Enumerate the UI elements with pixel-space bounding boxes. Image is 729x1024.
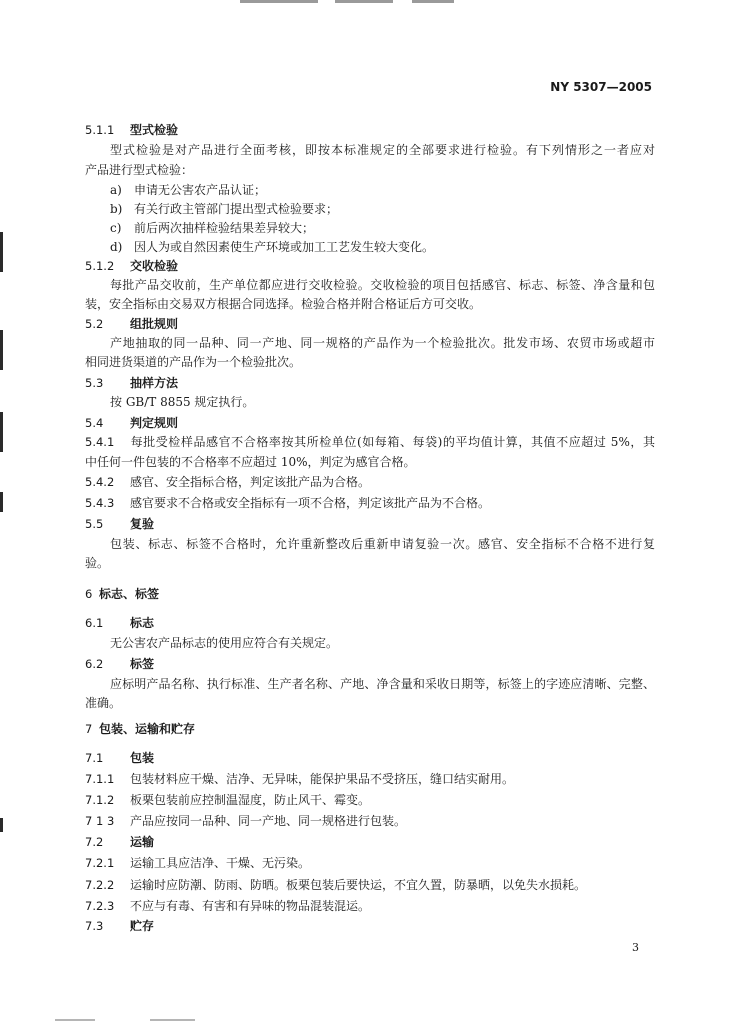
heading-5-2 bbox=[85, 315, 178, 333]
clause-number: 7.2.3 bbox=[85, 899, 115, 913]
chapter-6-heading bbox=[85, 585, 159, 603]
paragraph-line: 每批产品交收前，生产单位都应进行交收检验。交收检验的项目包括感官、标志、标签、净含量和包 bbox=[110, 278, 655, 292]
clause-number: 7.1 bbox=[85, 751, 104, 765]
clause-7-2-2 bbox=[85, 876, 586, 894]
chapter-title: 包装、运输和贮存 bbox=[99, 722, 196, 736]
heading-title: 贮存 bbox=[130, 919, 155, 933]
clause-5-4-3 bbox=[85, 494, 490, 512]
list-text: 申请无公害农产品认证； bbox=[134, 183, 267, 197]
clause-7-2-3 bbox=[85, 897, 370, 915]
paragraph-line: 应标明产品名称、执行标准、生产者名称、产地、净含量和采收日期等，标签上的字迹应清晰、完整、 bbox=[110, 677, 655, 691]
list-item bbox=[110, 181, 266, 199]
paragraph-line: 验。 bbox=[85, 556, 110, 570]
heading-title: 型式检验 bbox=[130, 123, 179, 137]
heading-6-2 bbox=[85, 655, 154, 673]
clause-number: 5.2 bbox=[85, 317, 104, 331]
scan-artifact bbox=[150, 1019, 195, 1021]
clause-text: 运输时应防潮、防雨、防晒。板栗包装后要快运，不宜久置，防暴晒，以免失水损耗。 bbox=[130, 878, 587, 892]
list-marker: c) bbox=[110, 221, 122, 235]
heading-6-1 bbox=[85, 614, 154, 632]
clause-7-1-2 bbox=[85, 791, 370, 809]
clause-number: 7.2.1 bbox=[85, 856, 115, 870]
paragraph-line: 按 GB/T 8855 规定执行。 bbox=[110, 395, 255, 409]
clause-text: 包装材料应干燥、洁净、无异味，能保护果品不受挤压，缝口结实耐用。 bbox=[130, 772, 515, 786]
paragraph-line: 准确。 bbox=[85, 696, 122, 710]
chapter-number: 7 bbox=[85, 722, 93, 736]
list-text: 有关行政主管部门提出型式检验要求； bbox=[134, 202, 339, 216]
heading-7-1 bbox=[85, 749, 154, 767]
paragraph-line: 相同进货渠道的产品作为一个检验批次。 bbox=[85, 355, 302, 369]
clause-text: 板栗包装前应控制温湿度，防止风干、霉变。 bbox=[130, 793, 371, 807]
heading-title: 判定规则 bbox=[130, 416, 179, 430]
heading-5-4 bbox=[85, 414, 178, 432]
clause-text: 感官、安全指标合格，判定该批产品为合格。 bbox=[130, 475, 371, 489]
clause-number: 5.1.2 bbox=[85, 259, 115, 273]
clause-number: 7.2.2 bbox=[85, 878, 115, 892]
standard-code: NY 5307—2005 bbox=[550, 80, 652, 94]
paragraph-line: 装，安全指标由交易双方根据合同选择。检验合格并附合格证后方可交收。 bbox=[85, 297, 482, 311]
heading-title: 标志 bbox=[130, 616, 155, 630]
heading-title: 包装 bbox=[130, 751, 155, 765]
scan-artifact bbox=[412, 0, 454, 3]
paragraph-line: 产品进行型式检验： bbox=[85, 163, 194, 177]
clause-number: 7.3 bbox=[85, 919, 104, 933]
paragraph-line: 中任何一件包装的不合格率不应超过 10%，判定为感官合格。 bbox=[85, 455, 416, 469]
heading-title: 交收检验 bbox=[130, 259, 179, 273]
clause-number: 6.1 bbox=[85, 616, 104, 630]
list-marker: d) bbox=[110, 240, 123, 254]
clause-text: 每批受检样品感官不合格率按其所检单位(如每箱、每袋)的平均值计算，其值不应超过 5%，其 bbox=[130, 435, 655, 449]
list-marker: b) bbox=[110, 202, 123, 216]
binding-mark bbox=[0, 412, 3, 452]
clause-5-4-1 bbox=[85, 433, 655, 451]
clause-5-4-2 bbox=[85, 473, 370, 491]
clause-number: 5.4.1 bbox=[85, 435, 115, 449]
list-text: 因人为或自然因素使生产环境或加工工艺发生较大变化。 bbox=[134, 240, 435, 254]
clause-text: 运输工具应洁净、干燥、无污染。 bbox=[130, 856, 311, 870]
clause-number: 5.1.1 bbox=[85, 123, 115, 137]
binding-mark bbox=[0, 818, 3, 832]
clause-text: 感官要求不合格或安全指标有一项不合格，判定该批产品为不合格。 bbox=[130, 496, 491, 510]
heading-7-3 bbox=[85, 917, 154, 935]
heading-title: 标签 bbox=[130, 657, 155, 671]
binding-mark bbox=[0, 330, 3, 370]
heading-title: 抽样方法 bbox=[130, 376, 179, 390]
heading-title: 复验 bbox=[130, 517, 155, 531]
clause-text: 产品应按同一品种、同一产地、同一规格进行包装。 bbox=[130, 814, 407, 828]
paragraph-line: 产地抽取的同一品种、同一产地、同一规格的产品作为一个检验批次。批发市场、农贸市场或超市 bbox=[110, 336, 655, 350]
binding-mark bbox=[0, 492, 3, 512]
clause-number: 7.1.1 bbox=[85, 772, 115, 786]
list-text: 前后两次抽样检验结果差异较大； bbox=[134, 221, 315, 235]
clause-number: 5.4 bbox=[85, 416, 104, 430]
heading-title: 运输 bbox=[130, 835, 155, 849]
list-item bbox=[110, 219, 314, 237]
clause-number: 6.2 bbox=[85, 657, 104, 671]
clause-number: 5.4.3 bbox=[85, 496, 115, 510]
clause-number: 5.3 bbox=[85, 376, 104, 390]
heading-title: 组批规则 bbox=[130, 317, 179, 331]
scan-artifact bbox=[55, 1019, 95, 1021]
heading-5-3 bbox=[85, 374, 178, 392]
clause-number: 5.5 bbox=[85, 517, 104, 531]
binding-mark bbox=[0, 232, 3, 272]
heading-5-5 bbox=[85, 515, 154, 533]
chapter-7-heading bbox=[85, 720, 195, 738]
list-marker: a) bbox=[110, 183, 122, 197]
paragraph-line: 型式检验是对产品进行全面考核，即按本标准规定的全部要求进行检验。有下列情形之一者应对 bbox=[110, 143, 655, 157]
clause-7-1-1 bbox=[85, 770, 514, 788]
clause-number: 5.4.2 bbox=[85, 475, 115, 489]
clause-7-2-1 bbox=[85, 854, 310, 872]
clause-number: 7.1.2 bbox=[85, 793, 115, 807]
scan-artifact bbox=[335, 0, 393, 3]
clause-number: 7 1 3 bbox=[85, 814, 115, 828]
clause-number: 7.2 bbox=[85, 835, 104, 849]
paragraph-line: 包装、标志、标签不合格时，允许重新整改后重新申请复验一次。感官、安全指标不合格不进行复 bbox=[110, 537, 655, 551]
scan-artifact bbox=[240, 0, 318, 3]
list-item bbox=[110, 200, 338, 218]
page-number: 3 bbox=[632, 941, 639, 954]
heading-5-1-1 bbox=[85, 121, 178, 139]
heading-5-1-2 bbox=[85, 257, 178, 275]
list-item bbox=[110, 238, 434, 256]
paragraph-line: 无公害农产品标志的使用应符合有关规定。 bbox=[110, 636, 339, 650]
heading-7-2 bbox=[85, 833, 154, 851]
chapter-number: 6 bbox=[85, 587, 93, 601]
clause-text: 不应与有毒、有害和有异味的物品混装混运。 bbox=[130, 899, 371, 913]
chapter-title: 标志、标签 bbox=[99, 587, 160, 601]
clause-7-1-3 bbox=[85, 812, 406, 830]
